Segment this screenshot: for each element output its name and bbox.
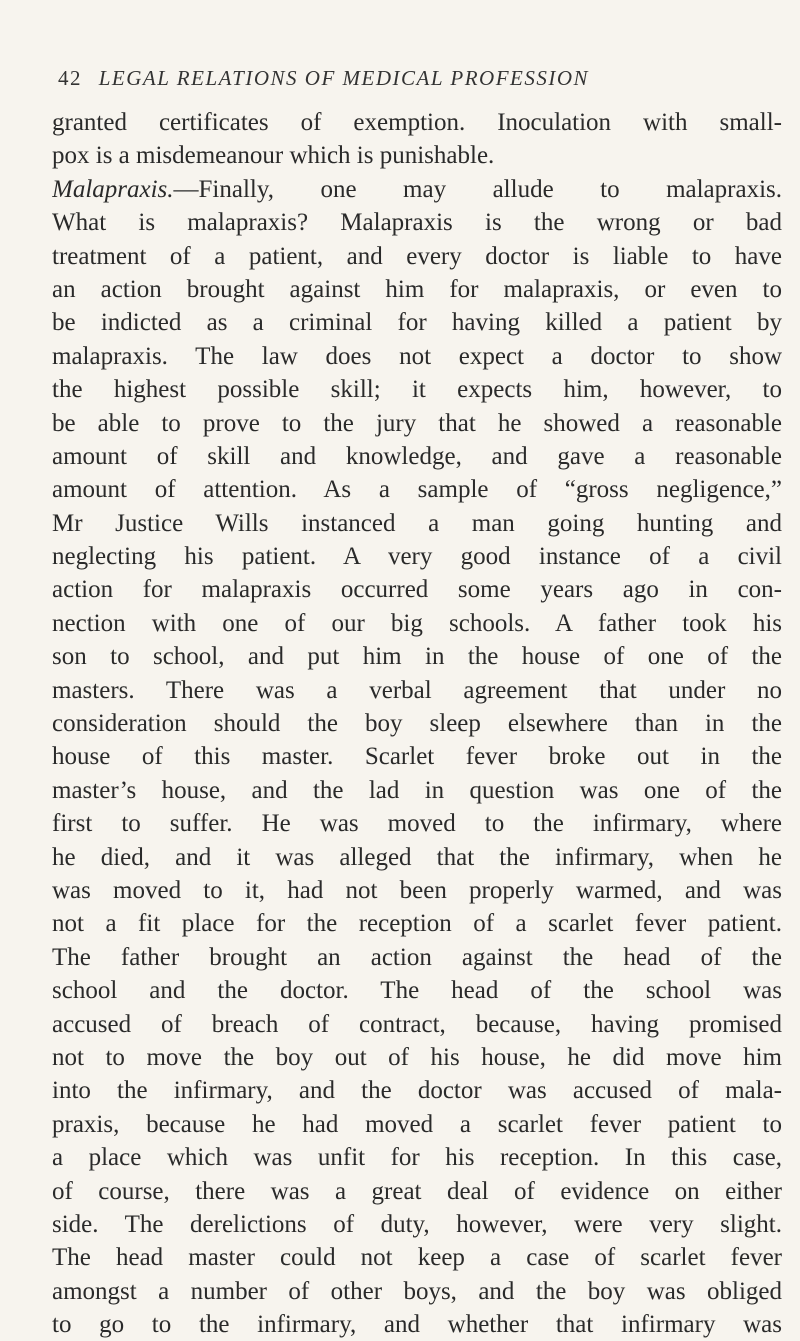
running-head (58, 66, 758, 96)
text-line-rest: —Finally, one may allude to malapraxis. (173, 175, 782, 203)
page-number: 42 (58, 66, 82, 90)
running-head-title: LEGAL RELATIONS OF MEDICAL PROFESSION (98, 66, 590, 90)
text-line: consideration should the boy sleep elsewhere than in the (52, 710, 782, 738)
text-line: was moved to it, had not been properly warmed, and was (52, 876, 782, 904)
text-line: malapraxis. The law does not expect a doctor to show (52, 342, 782, 370)
text-line: not a fit place for the reception of a scarlet fever patient. (52, 910, 782, 938)
text-line: praxis, because he had moved a scarlet fever patient to (52, 1110, 782, 1138)
text-line: first to suffer. He was moved to the infirmary, where (52, 810, 782, 838)
text-line: be able to prove to the jury that he showed a reasonable (52, 409, 782, 437)
text-line: not to move the boy out of his house, he did move him (52, 1043, 782, 1071)
text-line: nection with one of our big schools. A father took his (52, 609, 782, 637)
text-line: to go to the infirmary, and whether that infirmary was (52, 1311, 782, 1339)
text-line: amount of skill and knowledge, and gave a reasonable (52, 442, 782, 470)
text-line (52, 173, 782, 206)
text-line: master’s house, and the lad in question was one of the (52, 776, 782, 804)
text-line: masters. There was a verbal agreement that under no (52, 676, 782, 704)
text-line: amount of attention. As a sample of “gross negligence,” (52, 476, 782, 504)
text-line: a place which was unfit for his reception. In this case, (52, 1144, 782, 1172)
body-text (52, 106, 782, 1341)
text-line: son to school, and put him in the house of one of the (52, 643, 782, 671)
section-heading-malapraxis: Malapraxis. (52, 175, 174, 203)
text-line: side. The derelictions of duty, however, were very slight. (52, 1210, 782, 1238)
text-line: The head master could not keep a case of scarlet fever (52, 1244, 782, 1272)
text-line: the highest possible skill; it expects him, however, to (52, 376, 782, 404)
text-line: accused of breach of contract, because, having promised (52, 1010, 782, 1038)
text-line: of course, there was a great deal of evidence on either (52, 1177, 782, 1205)
text-line: What is malapraxis? Malapraxis is the wrong or bad (52, 209, 782, 237)
text-line: house of this master. Scarlet fever broke out in the (52, 743, 782, 771)
text-line: he died, and it was alleged that the infirmary, when he (52, 843, 782, 871)
text-line: be indicted as a criminal for having killed a patient by (52, 309, 782, 337)
text-line: treatment of a patient, and every doctor is liable to have (52, 242, 782, 270)
text-line: Mr Justice Wills instanced a man going hunting and (52, 509, 782, 537)
text-line: amongst a number of other boys, and the boy was obliged (52, 1277, 782, 1305)
text-line: pox is a misdemeanour which is punishable. (52, 142, 495, 170)
text-line: school and the doctor. The head of the school was (52, 977, 782, 1005)
text-line: action for malapraxis occurred some years ago in con- (52, 576, 782, 604)
text-line: neglecting his patient. A very good instance of a civil (52, 543, 782, 571)
text-line: into the infirmary, and the doctor was accused of mala- (52, 1077, 782, 1105)
text-line: The father brought an action against the head of the (52, 943, 782, 971)
text-line: granted certificates of exemption. Inoculation with small- (52, 109, 782, 136)
text-line: an action brought against him for malapraxis, or even to (52, 275, 782, 303)
